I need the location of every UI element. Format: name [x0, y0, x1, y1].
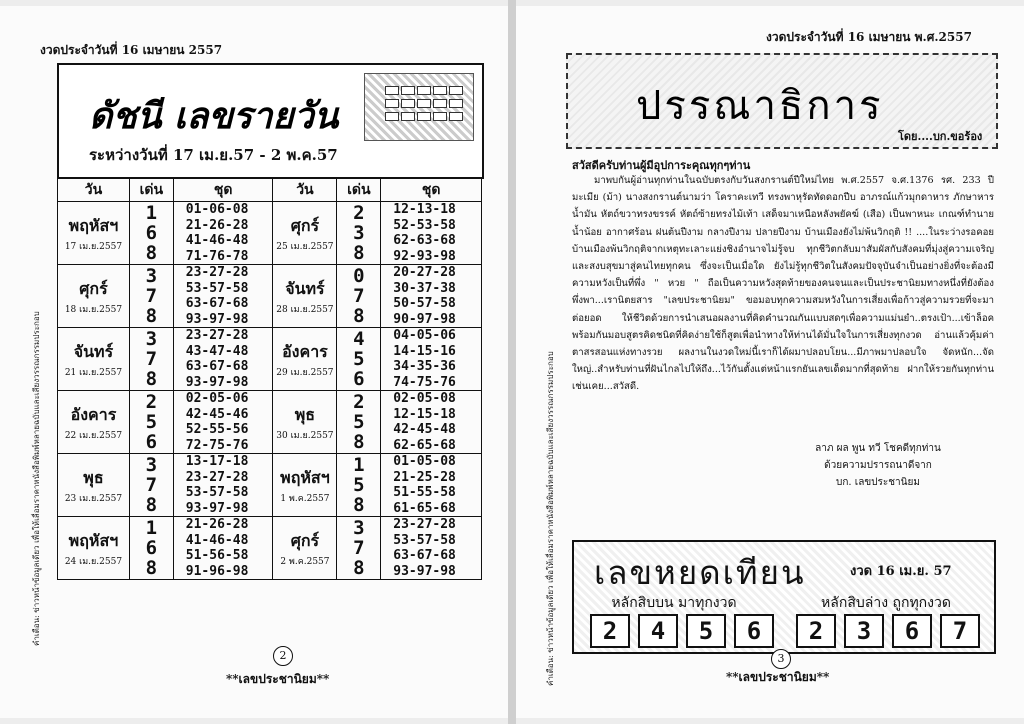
day-date: 24 เม.ย.2557 — [64, 556, 123, 567]
table-row — [58, 391, 482, 454]
number-set: 92-93-98 — [393, 248, 456, 264]
day-date: 1 พ.ค.2557 — [280, 493, 330, 504]
number-set: 61-65-68 — [393, 500, 456, 516]
ticket-grid-cell — [449, 112, 463, 121]
daily-number-table — [57, 178, 482, 580]
day-name: พุธ — [83, 467, 104, 487]
signoff-line: บก. เลขประชานิยม — [836, 477, 920, 488]
day-cell — [273, 454, 337, 517]
day-name: พฤหัสฯ — [280, 467, 330, 487]
day-cell — [58, 202, 130, 265]
number-set-cell — [173, 391, 273, 454]
candle-number-box — [572, 540, 996, 654]
table-header: เด่น — [337, 179, 381, 202]
ticket-grid-cell — [385, 86, 399, 95]
number-set: 52-53-58 — [393, 217, 456, 233]
day-name: พฤหัสฯ — [68, 530, 119, 550]
ticket-grid-cell — [433, 112, 447, 121]
day-date: 28 เม.ย.2557 — [276, 304, 334, 315]
day-date: 23 เม.ย.2557 — [64, 493, 123, 504]
lead-digit: 3 — [145, 328, 158, 350]
number-set: 13-17-18 — [185, 454, 249, 469]
day-date: 22 เม.ย.2557 — [64, 430, 123, 441]
lead-digit: 8 — [353, 242, 365, 264]
left-footer: **เลขประชานิยม** — [226, 672, 330, 686]
digit-box: 4 — [638, 614, 678, 648]
lead-digits-cell — [129, 454, 173, 517]
editorial-header-box — [566, 53, 998, 149]
number-set: 93-97-98 — [185, 311, 249, 327]
left-page — [0, 6, 508, 718]
lead-digits-cell — [337, 391, 381, 454]
digit-box: 5 — [686, 614, 726, 648]
number-set: 14-15-16 — [393, 343, 456, 359]
table-row — [58, 202, 482, 265]
table-header: วัน — [58, 179, 130, 202]
editorial-title: ปรรณาธิการ — [636, 83, 884, 129]
left-sidebar-note: คำเตือน: ข่าวหน้าข้อมูลเดียว เพื่อให้เลื่อมราคาหนังสือพิมพ์หลายฉบับและเสียงวรรณกรรมประกอบ — [32, 311, 41, 646]
lead-digit: 4 — [353, 328, 365, 350]
number-set-cell — [381, 328, 482, 391]
ticket-grid-cell — [385, 112, 399, 121]
candle-number-title: เลขหยดเทียน — [594, 553, 806, 592]
day-name: ศุกร์ — [290, 215, 320, 235]
number-set-cell — [173, 202, 273, 265]
number-set: 93-97-98 — [185, 374, 249, 390]
number-set: 04-05-06 — [393, 328, 456, 343]
day-cell — [273, 202, 337, 265]
number-set: 71-76-78 — [185, 248, 249, 264]
number-set: 21-25-28 — [393, 469, 456, 485]
ticket-grid-cell — [417, 86, 431, 95]
day-name: อังคาร — [70, 404, 117, 424]
lead-digit: 7 — [145, 474, 158, 496]
day-name: พฤหัสฯ — [68, 215, 119, 235]
number-set: 01-05-08 — [393, 454, 456, 469]
editorial-greeting: สวัสดีครับท่านผู้มีอุปการะคุณทุกๆท่าน — [572, 159, 751, 172]
lead-digit: 8 — [145, 494, 158, 516]
number-set: 62-63-68 — [393, 233, 456, 248]
lead-digit: 8 — [145, 305, 158, 327]
number-set: 52-55-56 — [185, 422, 249, 437]
number-set: 42-45-46 — [185, 406, 249, 422]
lead-digits-cell — [129, 202, 173, 265]
number-set-cell — [173, 328, 273, 391]
table-header: วัน — [273, 179, 337, 202]
number-set: 23-27-28 — [185, 328, 249, 343]
right-page — [516, 6, 1024, 718]
signoff-line: ด้วยความปรารถนาดีจาก — [824, 460, 932, 471]
page-title: ดัชนี เลขรายวัน — [89, 95, 339, 137]
lead-digit: 7 — [353, 537, 365, 559]
number-set: 93-97-98 — [393, 563, 456, 579]
number-set-cell — [173, 517, 273, 580]
number-set-cell — [173, 454, 273, 517]
lead-digits-cell — [129, 517, 173, 580]
number-set: 30-37-38 — [393, 280, 456, 296]
number-set: 23-27-28 — [185, 265, 249, 280]
number-set: 72-75-76 — [185, 437, 249, 453]
lead-digit: 2 — [145, 391, 158, 413]
right-footer: **เลขประชานิยม** — [726, 670, 830, 684]
ticket-grid-cell — [401, 99, 415, 108]
lead-digit: 6 — [353, 368, 365, 390]
day-cell — [58, 391, 130, 454]
right-page-number: 3 — [771, 649, 791, 669]
number-set: 51-55-58 — [393, 485, 456, 500]
digit-box: 2 — [796, 614, 836, 648]
lead-digit: 3 — [145, 454, 158, 476]
day-date: 18 เม.ย.2557 — [64, 304, 123, 315]
lead-digits-cell — [337, 517, 381, 580]
number-set: 34-35-36 — [393, 359, 456, 374]
lead-digit: 8 — [353, 305, 365, 327]
table-header: ชุด — [173, 179, 273, 202]
lead-digit: 6 — [145, 431, 158, 453]
day-cell — [273, 517, 337, 580]
editorial-body: มาพบกันผู้อ่านทุกท่านในฉบับตรงกับวันสงกรานต์ปีใหม่ไทย พ.ศ.2557 จ.ศ.1376 รศ. 233 ปีมะเมีย (ม้า) นางสงกรานต์นามว่า โคราคะเทวี ทรงพาหุรัดทัดดอกปีบ อาภรณ์แก้วมุกดาหาร ภักษาหาร น้ำมัน หัตถ์ขวาทรงขรรค์ หัตถ์ซ้ายทรงไม้เท้า เสด็จมาเหนือหลังพยัคฆ์ (เสือ) เป็นพาหนะ เกณฑ์ทำนาย น้ำน้อย อากาศร้อน ฝนต้นปีงาม กลางปีงาม ปลายปีงาม บ้านเมืองยังไม่พ้นวิกฤติ !! ....ในระว่างรอคอยบ้านเมืองพ้นวิกฤติจากเหตุทะเลาะแย่งชิงอำนาจไม่รู้จบ ทุกชีวิตกลับมาสัมผัสกับสังคมที่มุ่งสู่ความเจริญและสงบสุขมาสู่คนไทยทุกคน ซึ่งจะเป็นเมื่อใด ยังไม่รู้ทุกชีวิตในสังคมปัจจุบันจำเป็นอย่างยิ่งที่จะต้องมีความหวังเป็นที่พึ่ง " หวย " ถือเป็นความหวังสุดท้ายของคนจนและเป็นประชานิยมทางหนึ่งที่ยังต้องพึ่งพา...เรานิตยสาร "เลขประชานิยม" ขอมอบทุกความสมหวังในการเสี่ยงเพื่อก้าวสู่ความรวยที่จะมาต่อยอด ให้ชีวิตด้วยการนำเสนอผลงานที่คิดคำนวณกันแบบสดๆเพื่อความแม่นยำ..ตรงเป้า...เข้าล็อค พร้อมกันมอบสูตรคิดชนิดที่คิดง่ายใช้ก็สูตเพื่อนำทางให้ท่านได้มั่นใจในการเสี่ยงทุกงวด อ่านแล้วคุ้มค่าตาสรสอนแห่งทางรวย ผลงานในงวดใหม่นี้เราก็ได้ผมาปลอบโยน...มีภาพมาปลอบใจ จัดหนัก...จัดใหญ่..สำหรับท่านที่ฝันไกลไปให้ถึง...ไว้กันตั้งแต่หน้าแรกยันเลขเด็ดมากที่สุดท้าย ฝากให้รวยกันทุกท่านเช่นเคย...สวัสดี. — [572, 175, 994, 393]
tens-top-label: หลักสิบบน มาทุกงวด — [611, 595, 737, 611]
day-date: 25 เม.ย.2557 — [276, 241, 334, 252]
ticket-grid-cell — [417, 99, 431, 108]
ticket-grid-cell — [433, 86, 447, 95]
day-date: 17 เม.ย.2557 — [64, 241, 123, 252]
ticket-grid-cell — [401, 112, 415, 121]
lead-digits-cell — [337, 202, 381, 265]
number-set: 63-67-68 — [185, 296, 249, 311]
number-set: 23-27-28 — [393, 517, 456, 532]
lead-digit: 7 — [145, 348, 158, 370]
lead-digit: 5 — [145, 411, 158, 433]
number-set-cell — [173, 265, 273, 328]
number-set: 02-05-08 — [393, 391, 456, 406]
day-cell — [273, 328, 337, 391]
number-set: 90-97-98 — [393, 311, 456, 327]
right-sidebar-note: คำเตือน: ข่าวหน้าข้อมูลเดียว เพื่อให้เลื่อมราคาหนังสือพิมพ์หลายฉบับและเสียงวรรณกรรมประกอบ — [546, 351, 555, 686]
day-name: อังคาร — [282, 341, 328, 361]
day-date: 21 เม.ย.2557 — [64, 367, 123, 378]
table-row — [58, 517, 482, 580]
lead-digits-cell — [129, 328, 173, 391]
digit-box: 3 — [844, 614, 884, 648]
day-name: ศุกร์ — [290, 530, 320, 550]
number-set-cell — [381, 202, 482, 265]
lead-digit: 8 — [145, 242, 158, 264]
number-set-cell — [381, 517, 482, 580]
day-cell — [273, 265, 337, 328]
lead-digit: 8 — [353, 557, 365, 579]
number-set: 63-67-68 — [393, 548, 456, 563]
digit-box: 2 — [590, 614, 630, 648]
number-set: 62-65-68 — [393, 437, 456, 453]
lead-digit: 1 — [353, 454, 365, 476]
number-set: 20-27-28 — [393, 265, 456, 280]
table-row — [58, 265, 482, 328]
page-gutter — [508, 0, 516, 724]
number-set: 21-26-28 — [185, 517, 249, 532]
day-name: พุธ — [294, 404, 316, 424]
ticket-grid-cell — [401, 86, 415, 95]
lead-digits-cell — [337, 454, 381, 517]
ticket-grid-cell — [449, 99, 463, 108]
day-cell — [58, 454, 130, 517]
tens-bottom-label: หลักสิบล่าง ถูกทุกงวด — [821, 595, 951, 611]
lead-digits-cell — [337, 328, 381, 391]
lead-digit: 3 — [145, 265, 158, 287]
day-name: จันทร์ — [285, 278, 325, 298]
number-set: 21-26-28 — [185, 217, 249, 233]
number-set-cell — [381, 391, 482, 454]
right-header-date: งวดประจำวันที่ 16 เมษายน พ.ศ.2557 — [766, 30, 972, 44]
number-set: 12-13-18 — [393, 202, 456, 217]
ticket-grid-cell — [449, 86, 463, 95]
candle-draw-date: งวด 16 เม.ย. 57 — [850, 564, 952, 579]
day-date: 29 เม.ย.2557 — [276, 367, 334, 378]
number-set: 01-06-08 — [185, 202, 249, 217]
number-set: 41-46-48 — [185, 233, 249, 248]
signoff-line: ลาภ ผล พูน ทวี โชคดีทุกท่าน — [815, 443, 941, 454]
title-box — [57, 63, 484, 179]
digit-box: 6 — [734, 614, 774, 648]
ticket-grid-cell — [417, 112, 431, 121]
page-subtitle: ระหว่างวันที่ 17 เม.ย.57 - 2 พ.ค.57 — [89, 146, 338, 164]
lead-digit: 2 — [353, 391, 365, 413]
number-set: 51-56-58 — [185, 548, 249, 563]
lead-digit: 8 — [145, 557, 158, 579]
lead-digit: 8 — [353, 494, 365, 516]
lead-digit: 5 — [353, 348, 365, 370]
number-set: 23-27-28 — [185, 469, 249, 485]
lead-digit: 1 — [145, 517, 158, 539]
day-name: จันทร์ — [73, 341, 114, 361]
number-set: 53-57-58 — [185, 485, 249, 500]
number-set: 91-96-98 — [185, 563, 249, 579]
number-set: 74-75-76 — [393, 374, 456, 390]
number-set: 93-97-98 — [185, 500, 249, 516]
digit-box: 6 — [892, 614, 932, 648]
number-set-cell — [381, 265, 482, 328]
number-set: 02-05-06 — [185, 391, 249, 406]
left-header-date: งวดประจำวันที่ 16 เมษายน 2557 — [40, 43, 223, 57]
number-set: 43-47-48 — [185, 343, 249, 359]
editorial-byline: โดย....บก.ขอร้อง — [898, 130, 983, 143]
day-cell — [58, 328, 130, 391]
ticket-grid-cell — [433, 99, 447, 108]
table-header-row — [58, 179, 482, 202]
lead-digit: 7 — [145, 285, 158, 307]
number-set-cell — [381, 454, 482, 517]
ticket-grid-cell — [385, 99, 399, 108]
number-set: 42-45-48 — [393, 422, 456, 437]
left-page-number: 2 — [273, 646, 293, 666]
lead-digit: 3 — [353, 517, 365, 539]
day-cell — [58, 265, 130, 328]
lead-digit: 7 — [353, 285, 365, 307]
day-name: ศุกร์ — [79, 278, 108, 298]
number-set: 50-57-58 — [393, 296, 456, 311]
number-set: 63-67-68 — [185, 359, 249, 374]
day-date: 30 เม.ย.2557 — [276, 430, 334, 441]
lead-digit: 8 — [145, 368, 158, 390]
number-set: 41-46-48 — [185, 532, 249, 548]
lead-digit: 3 — [353, 222, 365, 244]
lead-digit: 2 — [353, 202, 365, 224]
number-set: 53-57-58 — [393, 532, 456, 548]
lead-digit: 1 — [145, 202, 158, 224]
digit-box: 7 — [940, 614, 980, 648]
lead-digits-cell — [337, 265, 381, 328]
table-header: ชุด — [381, 179, 482, 202]
lead-digit: 8 — [353, 431, 365, 453]
lead-digit: 0 — [353, 265, 365, 287]
lead-digit: 5 — [353, 474, 365, 496]
day-date: 2 พ.ค.2557 — [280, 556, 330, 567]
lead-digit: 6 — [145, 222, 158, 244]
editorial-signoff — [778, 440, 978, 491]
lottery-ticket-illustration — [364, 73, 474, 141]
day-cell — [58, 517, 130, 580]
day-cell — [273, 391, 337, 454]
lead-digits-cell — [129, 391, 173, 454]
number-set: 12-15-18 — [393, 406, 456, 422]
table-header: เด่น — [129, 179, 173, 202]
lead-digit: 5 — [353, 411, 365, 433]
table-row — [58, 328, 482, 391]
number-set: 53-57-58 — [185, 280, 249, 296]
lead-digits-cell — [129, 265, 173, 328]
lead-digit: 6 — [145, 537, 158, 559]
table-row — [58, 454, 482, 517]
